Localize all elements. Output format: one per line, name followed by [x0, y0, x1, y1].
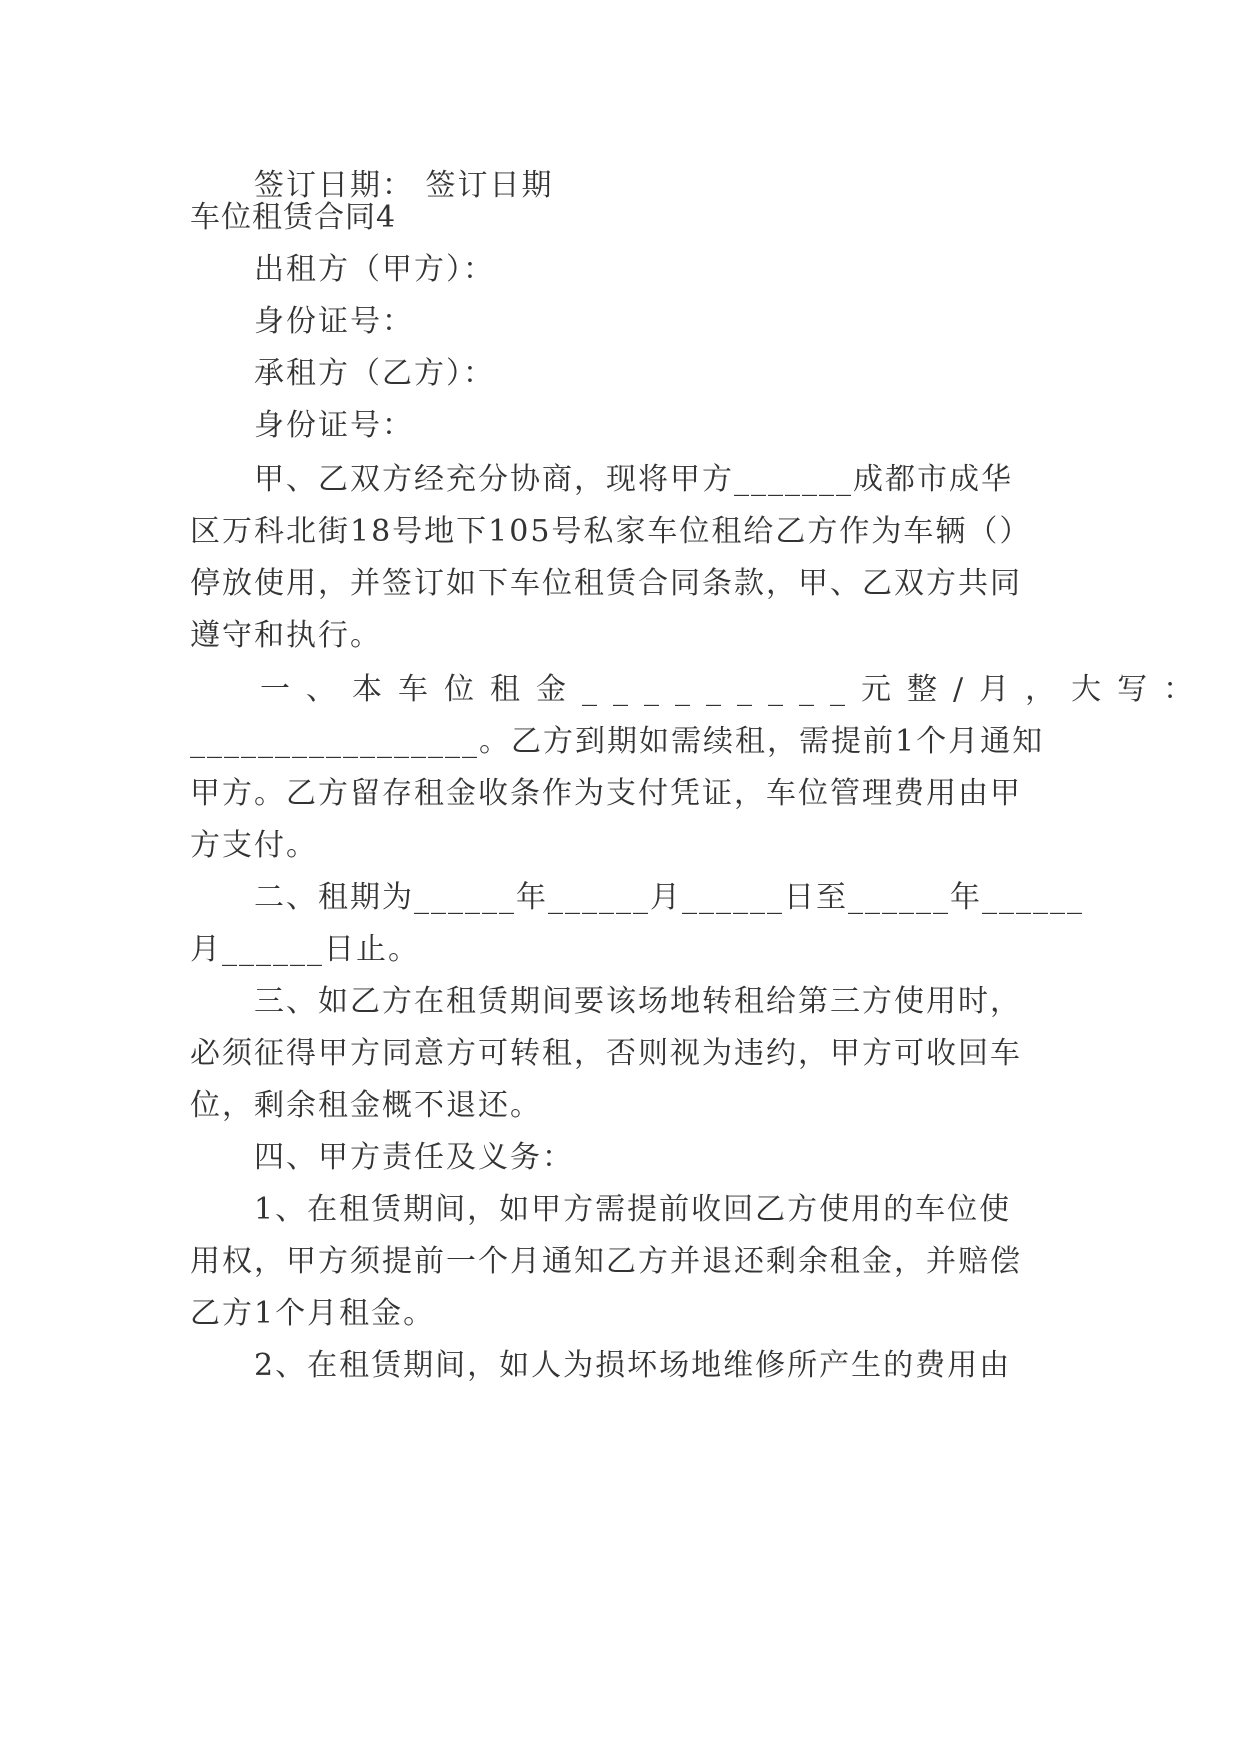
lessor-id-line: 身份证号： [254, 304, 414, 339]
clause-4-item-1-line: 乙方1个月租金。 [190, 1296, 436, 1331]
clause-1-line: 方支付。 [190, 828, 318, 863]
clause-3-line: 位，剩余租金概不退还。 [190, 1088, 542, 1123]
clause-3-line: 必须征得甲方同意方可转租，否则视为违约，甲方可收回车 [190, 1036, 1022, 1071]
paragraph-line: 区万科北街18号地下105号私家车位租给乙方作为车辆（） [190, 514, 1032, 549]
lessee-line: 承租方（乙方）： [254, 356, 495, 391]
clause-4-item-1-line: 1、在租赁期间，如甲方需提前收回乙方使用的车位使 [254, 1192, 1012, 1227]
clause-1-line: 一、本车位租金_________元整/月，大写： [260, 672, 1210, 707]
lessee-id-line: 身份证号： [254, 408, 414, 443]
paragraph-line: 甲、乙双方经充分协商，现将甲方_______成都市成华 [254, 462, 1013, 497]
clause-2-line: 二、租期为______年______月______日至______年______ [254, 880, 1084, 915]
contract-title: 车位租赁合同4 [190, 200, 397, 235]
clause-3-line: 三、如乙方在租赁期间要该场地转租给第三方使用时， [254, 984, 1022, 1019]
paragraph-line: 停放使用，并签订如下车位租赁合同条款，甲、乙双方共同 [190, 566, 1022, 601]
paragraph-line: 遵守和执行。 [190, 618, 382, 653]
signing-date-line: 签订日期： 签订日期 [254, 168, 554, 203]
clause-4-item-2-line: 2、在租赁期间，如人为损坏场地维修所产生的费用由 [254, 1348, 1012, 1383]
clause-4-item-1-line: 用权，甲方须提前一个月通知乙方并退还剩余租金，并赔偿 [190, 1244, 1022, 1279]
lessor-line: 出租方（甲方）： [254, 252, 495, 287]
clause-1-line: 甲方。乙方留存租金收条作为支付凭证，车位管理费用由甲 [190, 776, 1022, 811]
clause-4-heading: 四、甲方责任及义务： [254, 1140, 574, 1175]
clause-1-line: _________________。乙方到期如需续租，需提前1个月通知 [190, 724, 1045, 759]
clause-2-line: 月______日止。 [190, 932, 420, 967]
